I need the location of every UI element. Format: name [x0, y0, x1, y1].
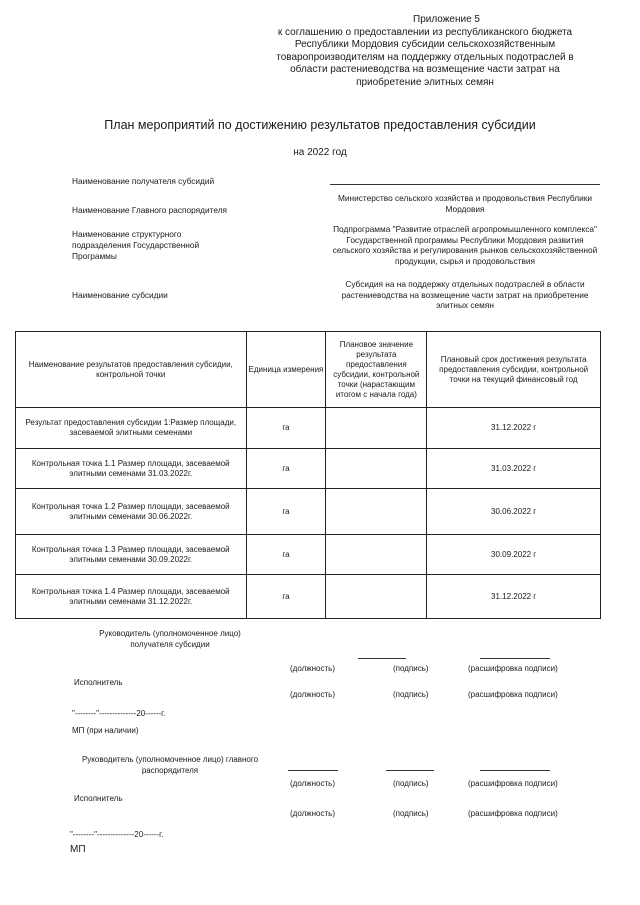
- document-title: План мероприятий по достижению результатов предоставления субсидии: [104, 118, 536, 132]
- manager-head-label: Руководитель (уполномоченное лицо) главного распорядителя: [81, 755, 259, 775]
- signature-line: [358, 658, 406, 659]
- decoding-line: [480, 770, 550, 771]
- executor-label: Исполнитель: [74, 794, 123, 803]
- table-header-row: [16, 332, 601, 408]
- table-row: [16, 449, 601, 489]
- table-row: [16, 575, 601, 619]
- row-value-cell: [326, 408, 427, 449]
- row-deadline-cell: 31.12.2022 г: [427, 575, 601, 619]
- manager-value: Министерство сельского хозяйства и продовольствия Республики Мордовия: [337, 193, 593, 214]
- position-caption: (должность): [290, 779, 335, 788]
- row-value-cell: [326, 489, 427, 535]
- row-unit-cell: га: [246, 489, 326, 535]
- appendix-header: [250, 14, 600, 89]
- row-name-cell: Контрольная точка 1.3 Размер площади, засеваемой элитными семенами 30.09.2022г.: [16, 535, 247, 575]
- stamp-optional-label: МП (при наличии): [72, 726, 139, 735]
- results-table: [15, 331, 601, 619]
- table-row: [16, 535, 601, 575]
- signature-caption: (подпись): [393, 779, 429, 788]
- unit-label: Наименование структурного подразделения Государственной Программы: [72, 229, 200, 261]
- position-caption: (должность): [290, 690, 335, 699]
- row-name-cell: Контрольная точка 1.4 Размер площади, засеваемой элитными семенами 31.12.2022г.: [16, 575, 247, 619]
- decoding-caption: (расшифровка подписи): [468, 779, 558, 788]
- table-row: [16, 489, 601, 535]
- row-value-cell: [326, 575, 427, 619]
- appendix-line: товаропроизводителям на поддержку отдельных подотраслей в: [276, 51, 574, 63]
- signature-caption: (подпись): [393, 690, 429, 699]
- header-cell: Плановое значение результата предоставления субсидии, контрольной точки (нарастающим итогом с начала года): [326, 332, 427, 408]
- table-row: [16, 408, 601, 449]
- decoding-caption: (расшифровка подписи): [468, 690, 558, 699]
- executor-label: Исполнитель: [74, 678, 123, 687]
- recipient-label: Наименование получателя субсидий: [72, 176, 215, 186]
- row-unit-cell: га: [246, 449, 326, 489]
- header-cell: Наименование результатов предоставления субсидии, контрольной точки: [16, 332, 247, 408]
- row-value-cell: [326, 449, 427, 489]
- position-line: [288, 770, 338, 771]
- row-deadline-cell: 30.09.2022 г: [427, 535, 601, 575]
- appendix-line: Республики Мордовия субсидии сельскохозяйственным: [294, 39, 556, 50]
- manager-label: Наименование Главного распорядителя: [72, 205, 228, 215]
- signature-caption: (подпись): [393, 664, 429, 673]
- row-deadline-cell: 30.06.2022 г: [427, 489, 601, 535]
- stamp-label: МП: [70, 844, 86, 855]
- row-deadline-cell: 31.12.2022 г: [427, 408, 601, 449]
- subsidy-value: Субсидия на на поддержку отдельных подотраслей в области растениеводства на возмещение части затрат на приобретение элитных семян: [341, 279, 589, 310]
- recipient-head-label: Руководитель (уполномоченное лицо) получателя субсидии: [99, 629, 241, 649]
- position-caption: (должность): [290, 809, 335, 818]
- date-line: "--------"--------------20------г.: [72, 709, 166, 718]
- appendix-line: приобретение элитных семян: [356, 76, 494, 88]
- row-unit-cell: га: [246, 575, 326, 619]
- row-name-cell: Результат предоставления субсидии 1:Размер площади, засеваемой элитными семенами: [16, 408, 247, 449]
- appendix-line: к соглашению о предоставлении из республиканского бюджета: [277, 26, 573, 38]
- decoding-caption: (расшифровка подписи): [468, 664, 558, 673]
- header-cell: Плановый срок достижения результата предоставления субсидии, контрольной точки на текущий финансовый год: [427, 332, 601, 408]
- decoding-caption: (расшифровка подписи): [468, 809, 558, 818]
- appendix-line: области растениеводства на возмещение части затрат на: [290, 64, 560, 75]
- row-unit-cell: га: [246, 408, 326, 449]
- signature-caption: (подпись): [393, 809, 429, 818]
- row-unit-cell: га: [246, 535, 326, 575]
- row-name-cell: Контрольная точка 1.2 Размер площади, засеваемой элитными семенами 30.06.2022г.: [16, 489, 247, 535]
- row-value-cell: [326, 535, 427, 575]
- date-line: "--------"--------------20------г.: [70, 830, 164, 839]
- position-caption: (должность): [290, 664, 335, 673]
- signature-line: [386, 770, 434, 771]
- subsidy-label: Наименование субсидии: [72, 290, 168, 300]
- unit-value: Подпрограмма "Развитие отраслей агропромышленного комплекса" Государственной программы Республики Мордовия развития сельского хозяйства и регулирования рынков сельскохозяйственной продукции, сырья и продовольствия: [332, 224, 598, 266]
- header-cell: Единица измерения: [246, 332, 326, 408]
- decoding-line: [480, 658, 550, 659]
- row-name-cell: Контрольная точка 1.1 Размер площади, засеваемой элитными семенами 31.03.2022г.: [16, 449, 247, 489]
- row-deadline-cell: 31.03.2022 г: [427, 449, 601, 489]
- document-year: на 2022 год: [293, 147, 347, 158]
- recipient-underline: [330, 184, 600, 185]
- appendix-title: Приложение 5: [413, 14, 480, 25]
